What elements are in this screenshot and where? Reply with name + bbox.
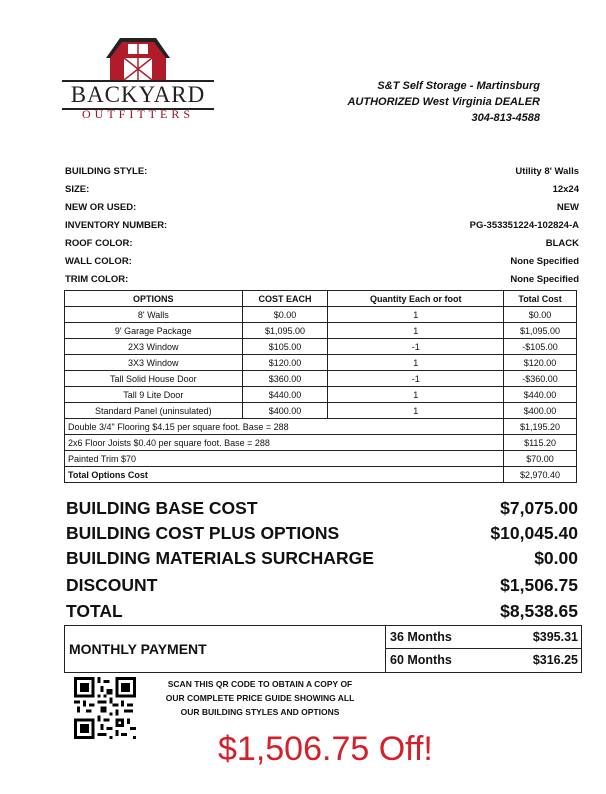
extra-total: $70.00 [504, 451, 577, 467]
option-cost: $120.00 [242, 355, 328, 371]
monthly-payment-label: MONTHLY PAYMENT [69, 641, 207, 657]
monthly-payment-plans [385, 626, 582, 672]
total-options-row [65, 467, 577, 483]
option-qty: 1 [328, 323, 504, 339]
spec-row-inventory-number [65, 217, 579, 235]
promo-discount-banner: $1,506.75 Off! [218, 730, 433, 768]
total-label: DISCOUNT [66, 575, 158, 595]
spec-label: ROOF COLOR: [65, 238, 133, 249]
option-name: 3X3 Window [65, 355, 243, 371]
total-row-total [66, 598, 578, 624]
option-cost: $400.00 [242, 403, 328, 419]
total-label: BUILDING MATERIALS SURCHARGE [66, 548, 374, 568]
logo-brand-top: BACKYARD [62, 80, 214, 110]
option-name: Standard Panel (uninsulated) [65, 403, 243, 419]
spec-row-new-or-used [65, 199, 579, 217]
option-total: $0.00 [504, 307, 577, 323]
table-row-extra [65, 435, 577, 451]
total-row-discount [66, 572, 578, 598]
payment-amount: $395.31 [532, 630, 578, 644]
header-cost-each: COST EACH [242, 291, 328, 307]
option-name: 2X3 Window [65, 339, 243, 355]
table-row [65, 339, 577, 355]
spec-row-size [65, 181, 579, 199]
total-row-materials-surcharge [66, 545, 578, 571]
extra-description: Double 3/4" Flooring $4.15 per square foot. Base = 288 [65, 419, 504, 435]
option-name: 8' Walls [65, 307, 243, 323]
header-total-cost: Total Cost [504, 291, 577, 307]
option-qty: -1 [328, 339, 504, 355]
table-row [65, 307, 577, 323]
spec-value: None Specified [510, 256, 579, 267]
payment-amount: $316.25 [532, 653, 578, 667]
spec-value: BLACK [545, 238, 579, 249]
spec-value: Utility 8' Walls [515, 166, 579, 177]
spec-label: INVENTORY NUMBER: [65, 220, 168, 231]
spec-value: None Specified [510, 274, 579, 285]
spec-value: 12x24 [552, 184, 579, 195]
total-value: $8,538.65 [500, 601, 578, 621]
option-cost: $1,095.00 [242, 323, 328, 339]
total-value: $0.00 [534, 548, 578, 568]
option-cost: $0.00 [242, 307, 328, 323]
spec-label: NEW OR USED: [65, 202, 137, 213]
spec-row-trim-color [65, 271, 579, 289]
option-name: 9' Garage Package [65, 323, 243, 339]
spec-row-building-style [65, 163, 579, 181]
option-qty: 1 [328, 403, 504, 419]
qr-instructions-line: OUR BUILDING STYLES AND OPTIONS [180, 707, 340, 717]
total-options-value: $2,970.40 [504, 467, 577, 483]
monthly-payment-box [64, 625, 582, 673]
table-row-extra [65, 419, 577, 435]
spec-value: NEW [556, 202, 579, 213]
barn-icon [106, 36, 170, 80]
extra-total: $1,195.20 [504, 419, 577, 435]
total-value: $7,075.00 [500, 498, 578, 518]
table-row [65, 403, 577, 419]
logo-brand-bottom: OUTFITTERS [82, 107, 194, 121]
total-row-cost-plus-options [66, 520, 578, 546]
table-row [65, 323, 577, 339]
payment-plan-row [386, 626, 582, 649]
payment-plan-row [386, 649, 582, 671]
payment-term: 36 Months [390, 630, 452, 644]
extra-description: 2x6 Floor Joists $0.40 per square foot. Base = 288 [65, 435, 504, 451]
qr-instructions [150, 677, 370, 719]
total-row-base-cost [66, 495, 578, 521]
spec-row-roof-color [65, 235, 579, 253]
option-name: Tall 9 Lite Door [65, 387, 243, 403]
option-cost: $440.00 [242, 387, 328, 403]
option-cost: $360.00 [242, 371, 328, 387]
table-row [65, 387, 577, 403]
option-total: $1,095.00 [504, 323, 577, 339]
spec-row-wall-color [65, 253, 579, 271]
table-row [65, 371, 577, 387]
option-qty: 1 [328, 387, 504, 403]
extra-description: Painted Trim $70 [65, 451, 504, 467]
total-value: $1,506.75 [500, 575, 578, 595]
total-label: BUILDING BASE COST [66, 498, 258, 518]
header-options: OPTIONS [65, 291, 243, 307]
option-total: $400.00 [504, 403, 577, 419]
option-qty: 1 [328, 307, 504, 323]
option-qty: 1 [328, 355, 504, 371]
option-total: -$360.00 [504, 371, 577, 387]
backyard-outfitters-logo [62, 36, 214, 121]
qr-instructions-line: SCAN THIS QR CODE TO OBTAIN A COPY OF [167, 679, 353, 689]
option-total: $440.00 [504, 387, 577, 403]
total-options-label: Total Options Cost [65, 467, 504, 483]
spec-label: WALL COLOR: [65, 256, 132, 267]
dealer-info [347, 78, 540, 126]
table-row [65, 355, 577, 371]
table-row-extra [65, 451, 577, 467]
option-total: $120.00 [504, 355, 577, 371]
qr-instructions-line: OUR COMPLETE PRICE GUIDE SHOWING ALL [165, 693, 355, 703]
extra-total: $115.20 [504, 435, 577, 451]
spec-label: SIZE: [65, 184, 90, 195]
spec-value: PG-353351224-102824-A [469, 220, 579, 231]
qr-code-icon[interactable] [74, 677, 136, 739]
options-header-row [65, 291, 577, 307]
option-qty: -1 [328, 371, 504, 387]
dealer-name: S&T Self Storage - Martinsburg [377, 80, 540, 92]
option-total: -$105.00 [504, 339, 577, 355]
dealer-phone: 304-813-4588 [471, 112, 540, 124]
spec-label: BUILDING STYLE: [65, 166, 148, 177]
option-name: Tall Solid House Door [65, 371, 243, 387]
options-table [64, 290, 577, 483]
total-label: TOTAL [66, 601, 123, 621]
header-quantity: Quantity Each or foot [328, 291, 504, 307]
spec-label: TRIM COLOR: [65, 274, 129, 285]
payment-term: 60 Months [390, 653, 452, 667]
total-value: $10,045.40 [490, 523, 578, 543]
dealer-authorization: AUTHORIZED West Virginia DEALER [347, 96, 540, 108]
total-label: BUILDING COST PLUS OPTIONS [66, 523, 340, 543]
option-cost: $105.00 [242, 339, 328, 355]
